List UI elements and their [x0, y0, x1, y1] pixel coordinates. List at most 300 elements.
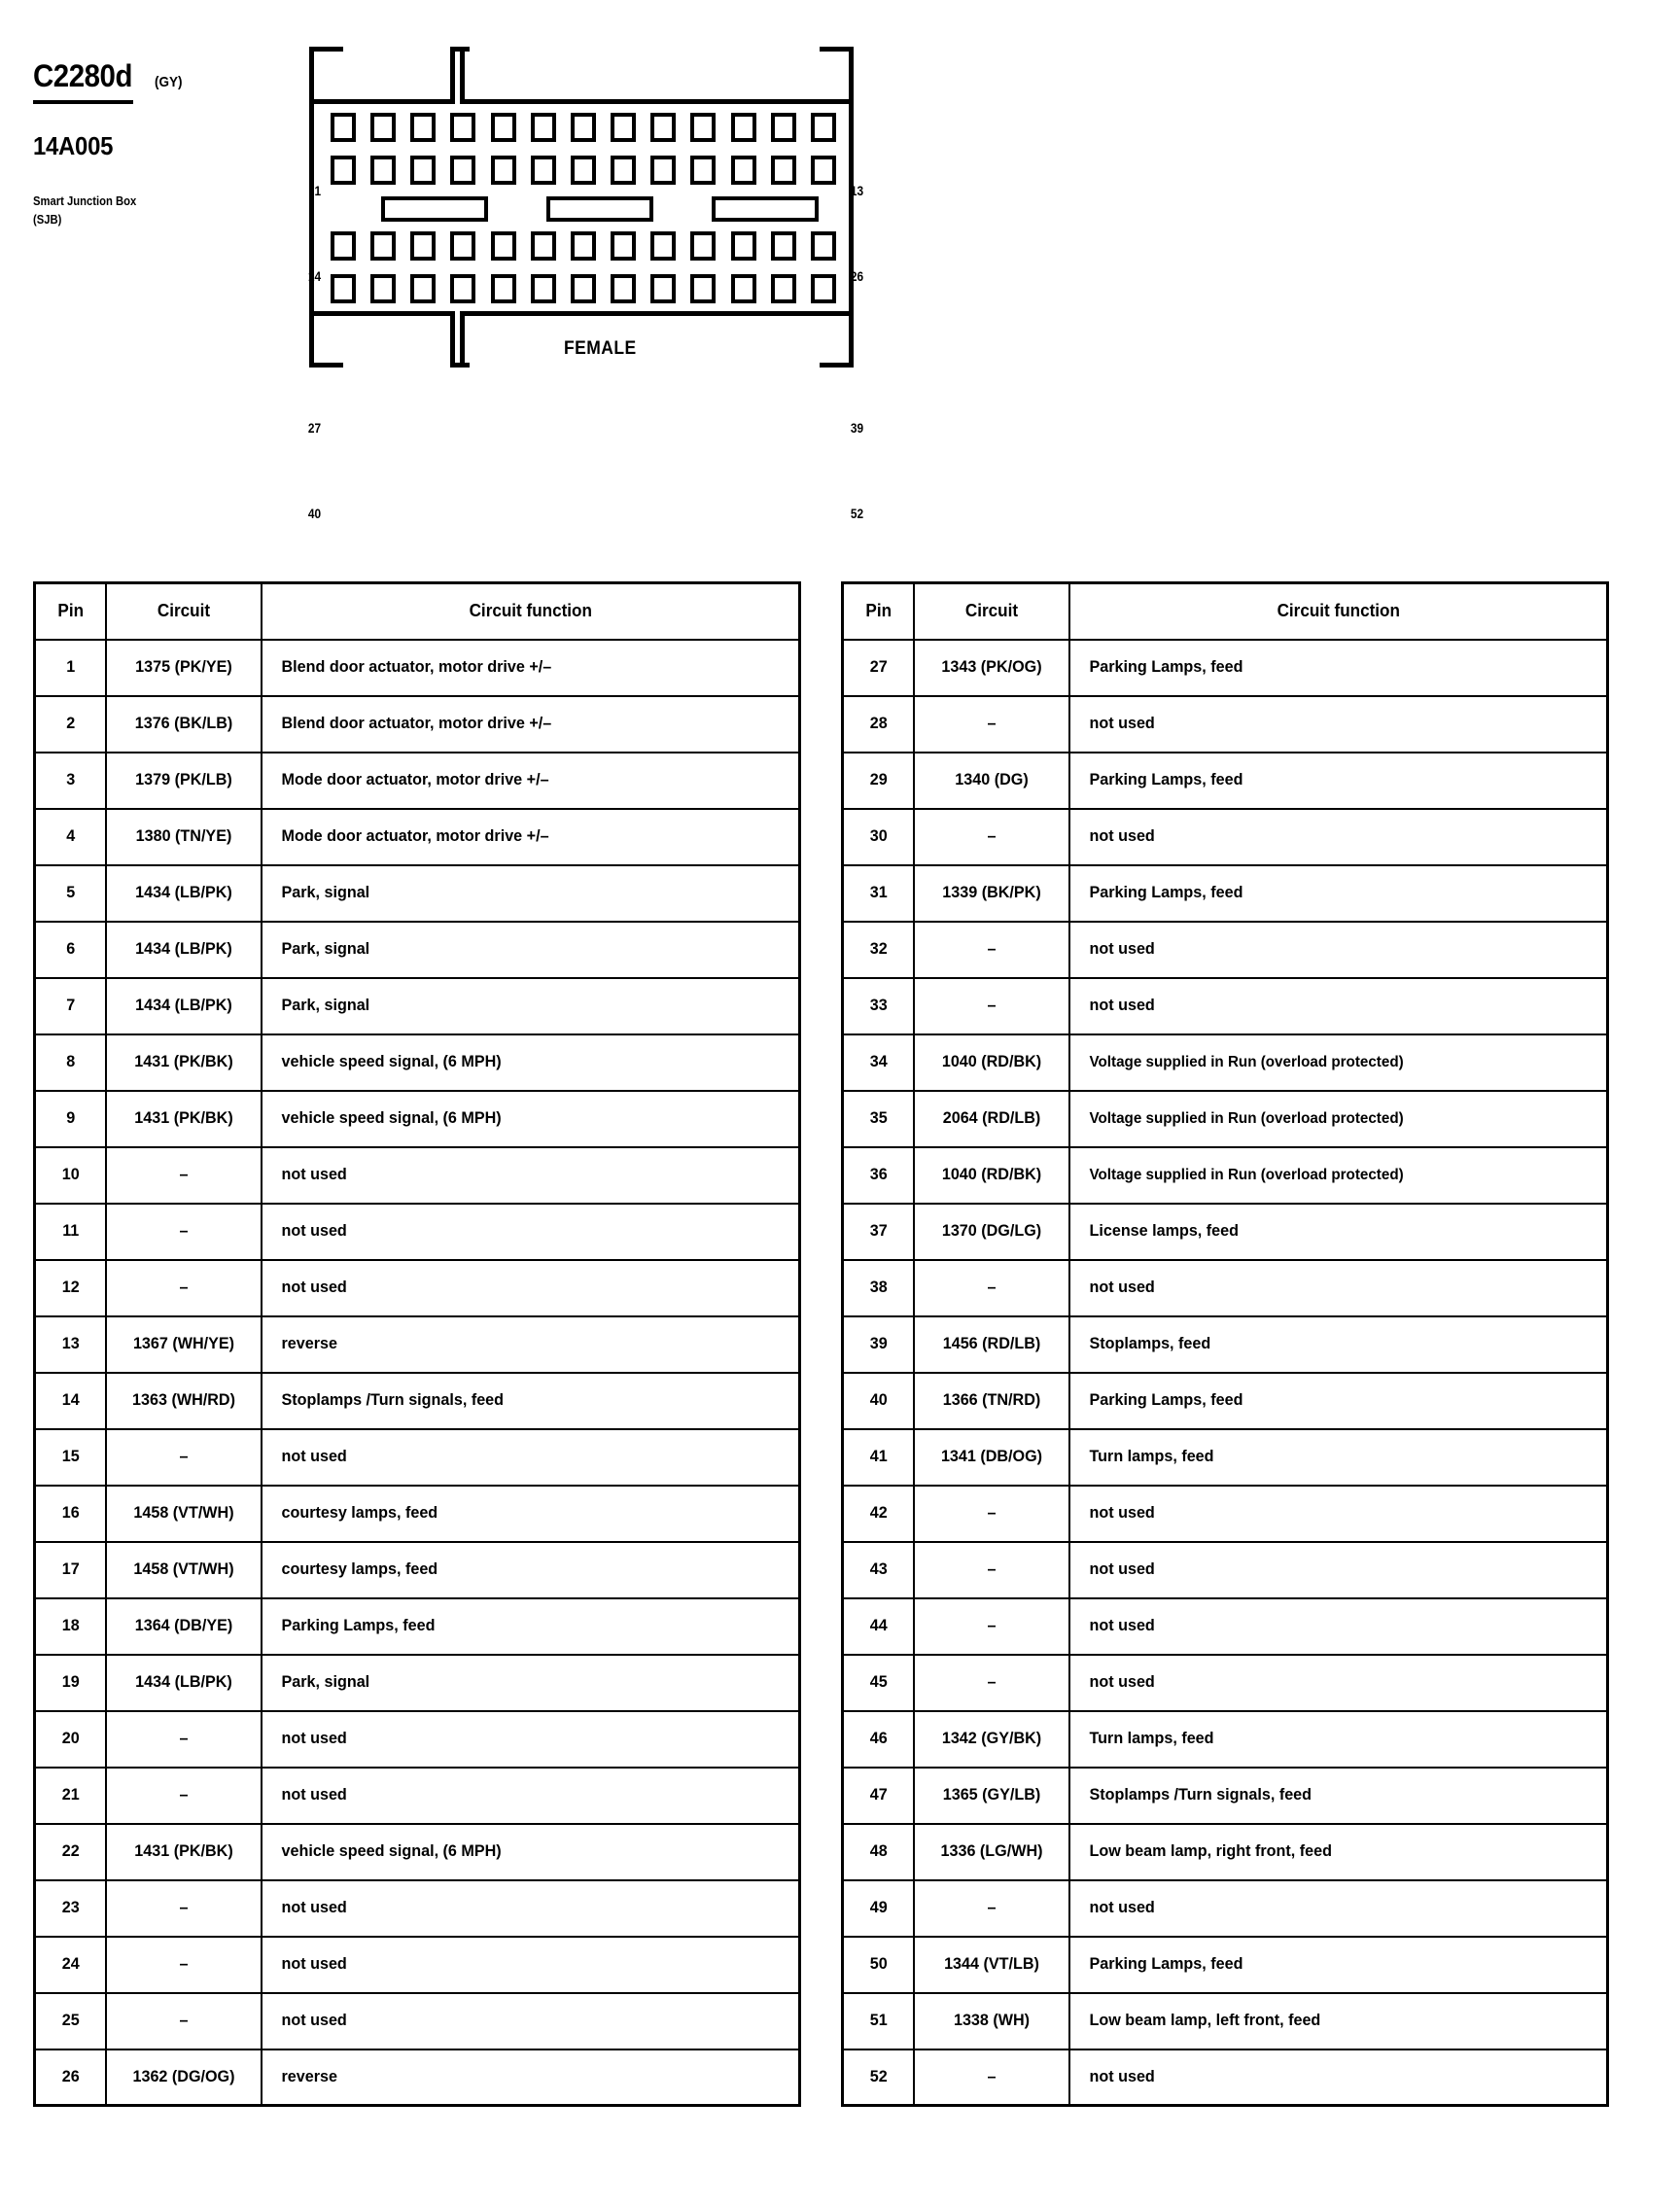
cell-circuit-code: 1363 (WH/RD): [110, 1373, 258, 1429]
connector-identifier-row: [33, 60, 286, 91]
connector-cavity: [410, 274, 436, 303]
cell-circuit-code: –: [110, 1204, 258, 1260]
connector-gender-label: FEMALE: [564, 338, 637, 359]
connector-shell-bottom-ledge-left: [314, 311, 450, 316]
cell-circuit-code: –: [918, 1655, 1066, 1711]
cell-circuit-code: 1458 (VT/WH): [110, 1542, 258, 1598]
table-row: [843, 1768, 1608, 1824]
cell-pin-number: 45: [844, 1655, 911, 1711]
table-row: [35, 1486, 800, 1542]
cell-circuit-code: 1040 (RD/BK): [918, 1147, 1066, 1204]
cell-circuit-function: not used: [1082, 696, 1593, 753]
connector-cavity: [531, 231, 556, 261]
table-row: [35, 1542, 800, 1598]
table-row: [35, 1204, 800, 1260]
cell-circuit-code: 1339 (BK/PK): [918, 865, 1066, 922]
cell-circuit-code: –: [110, 1260, 258, 1316]
connector-pinout-diagram: [307, 47, 864, 521]
cell-pin-number: 23: [36, 1880, 103, 1937]
table-row: [843, 753, 1608, 809]
lock-bar-3: [712, 196, 819, 222]
cell-circuit-function: Park, signal: [274, 922, 786, 978]
cell-circuit-function: Blend door actuator, motor drive +/–: [274, 640, 786, 696]
cell-circuit-function: not used: [1082, 978, 1593, 1034]
table-row: [843, 1655, 1608, 1711]
connector-cavity: [811, 156, 836, 185]
table-row: [35, 865, 800, 922]
cell-circuit-function: Parking Lamps, feed: [1082, 1373, 1593, 1429]
cell-pin-number: 43: [844, 1542, 911, 1598]
pin-table-left-wrapper: [33, 581, 801, 2107]
table-row: [35, 640, 800, 696]
connector-cavity: [771, 113, 796, 142]
connector-shell-top-tab-right: [460, 47, 465, 104]
connector-shell-right-edge: [849, 47, 854, 368]
cell-pin-number: 24: [36, 1937, 103, 1993]
connector-cavity: [370, 231, 396, 261]
cell-circuit-code: –: [918, 922, 1066, 978]
cell-circuit-code: 1431 (PK/BK): [110, 1091, 258, 1147]
cell-circuit-function: Mode door actuator, motor drive +/–: [274, 753, 786, 809]
cell-pin-number: 10: [36, 1147, 103, 1204]
cell-circuit-function: Voltage supplied in Run (overload protected): [1082, 1091, 1593, 1147]
table-row: [35, 753, 800, 809]
lock-bar-2: [546, 196, 653, 222]
cell-pin-number: 21: [36, 1768, 103, 1824]
table-row: [35, 2049, 800, 2106]
connector-cavity: [650, 156, 676, 185]
cell-circuit-code: 1040 (RD/BK): [918, 1034, 1066, 1091]
cell-circuit-function: Turn lamps, feed: [1082, 1711, 1593, 1768]
cell-circuit-code: –: [918, 809, 1066, 865]
cell-circuit-function: Park, signal: [274, 978, 786, 1034]
table-row: [35, 1937, 800, 1993]
connector-cavity: [611, 156, 636, 185]
cell-pin-number: 42: [844, 1486, 911, 1542]
cell-circuit-code: 1434 (LB/PK): [110, 1655, 258, 1711]
pin-label-row3-end: 39: [850, 421, 864, 436]
cell-pin-number: 22: [36, 1824, 103, 1880]
cell-circuit-code: –: [110, 1993, 258, 2049]
pin-table-right-body: [843, 640, 1608, 2106]
cell-circuit-function: not used: [274, 1768, 786, 1824]
pin-label-row2-end: 26: [850, 269, 864, 284]
table-row: [843, 978, 1608, 1034]
cell-circuit-function: not used: [1082, 1880, 1593, 1937]
cell-pin-number: 48: [844, 1824, 911, 1880]
cell-pin-number: 33: [844, 978, 911, 1034]
cell-circuit-code: –: [918, 1260, 1066, 1316]
cell-pin-number: 16: [36, 1486, 103, 1542]
cell-circuit-code: 1431 (PK/BK): [110, 1034, 258, 1091]
cell-pin-number: 30: [844, 809, 911, 865]
cell-pin-number: 7: [36, 978, 103, 1034]
cell-circuit-code: –: [918, 1542, 1066, 1598]
connector-cavity: [731, 231, 756, 261]
table-row: [35, 1880, 800, 1937]
connector-header-block: [33, 60, 286, 230]
table-row: [35, 1768, 800, 1824]
connector-cavity: [531, 156, 556, 185]
connector-cavity: [811, 231, 836, 261]
cell-pin-number: 6: [36, 922, 103, 978]
connector-lock-bar-row: [331, 196, 836, 222]
cell-pin-number: 12: [36, 1260, 103, 1316]
cell-pin-number: 15: [36, 1429, 103, 1486]
connector-cavity: [571, 274, 596, 303]
connector-cavity: [450, 113, 475, 142]
cell-circuit-code: 1338 (WH): [918, 1993, 1066, 2049]
connector-cavity: [611, 113, 636, 142]
table-row: [843, 1260, 1608, 1316]
connector-cavity: [611, 274, 636, 303]
cell-circuit-function: Park, signal: [274, 1655, 786, 1711]
connector-cavity: [410, 113, 436, 142]
connector-shell-top-tab-left: [450, 47, 455, 104]
table-row: [35, 1034, 800, 1091]
cell-circuit-code: 1370 (DG/LG): [918, 1204, 1066, 1260]
cell-circuit-code: –: [918, 1598, 1066, 1655]
cell-circuit-function: not used: [1082, 1655, 1593, 1711]
pin-table-right: [841, 581, 1609, 2107]
cell-circuit-function: reverse: [274, 2049, 786, 2106]
connector-cavity: [650, 274, 676, 303]
cell-circuit-code: 1434 (LB/PK): [110, 978, 258, 1034]
connector-shell-top-ledge-left: [314, 99, 450, 104]
cell-pin-number: 36: [844, 1147, 911, 1204]
table-row: [843, 1034, 1608, 1091]
table-row: [843, 1204, 1608, 1260]
cell-circuit-function: not used: [274, 1711, 786, 1768]
cell-pin-number: 19: [36, 1655, 103, 1711]
cell-circuit-function: not used: [1082, 1486, 1593, 1542]
cell-pin-number: 50: [844, 1937, 911, 1993]
column-header-circuit: Circuit: [110, 583, 258, 640]
connector-cavity: [410, 156, 436, 185]
cell-circuit-code: –: [110, 1429, 258, 1486]
connector-cavity: [331, 113, 356, 142]
table-row: [843, 1147, 1608, 1204]
lock-bar-1: [381, 196, 488, 222]
connector-cavity: [650, 231, 676, 261]
cell-circuit-code: –: [918, 2049, 1066, 2106]
cell-circuit-code: 1431 (PK/BK): [110, 1824, 258, 1880]
connector-shell-top-ledge-right: [465, 99, 849, 104]
cell-circuit-code: 1365 (GY/LB): [918, 1768, 1066, 1824]
cell-circuit-function: not used: [274, 1993, 786, 2049]
connector-cavity: [531, 113, 556, 142]
cell-circuit-code: –: [110, 1768, 258, 1824]
cell-pin-number: 49: [844, 1880, 911, 1937]
cell-pin-number: 27: [844, 640, 911, 696]
cell-pin-number: 9: [36, 1091, 103, 1147]
cell-circuit-code: –: [110, 1711, 258, 1768]
cell-circuit-code: 1458 (VT/WH): [110, 1486, 258, 1542]
connector-cavity: [531, 274, 556, 303]
cell-pin-number: 5: [36, 865, 103, 922]
table-row: [843, 2049, 1608, 2106]
connector-shell-bottom-left-cap: [309, 363, 343, 368]
cell-pin-number: 25: [36, 1993, 103, 2049]
cell-pin-number: 34: [844, 1034, 911, 1091]
cell-circuit-code: –: [918, 696, 1066, 753]
cell-circuit-function: Parking Lamps, feed: [1082, 865, 1593, 922]
cell-circuit-code: 1379 (PK/LB): [110, 753, 258, 809]
cell-circuit-function: Blend door actuator, motor drive +/–: [274, 696, 786, 753]
connector-cavity: [450, 156, 475, 185]
column-header-pin: Pin: [36, 583, 103, 640]
pin-table-right-wrapper: [841, 581, 1609, 2107]
cell-circuit-function: License lamps, feed: [1082, 1204, 1593, 1260]
pin-table-left: [33, 581, 801, 2107]
connector-shell-top-tab-cap: [450, 47, 470, 52]
table-row: [843, 1993, 1608, 2049]
cell-circuit-code: 1375 (PK/YE): [110, 640, 258, 696]
table-row: [843, 1542, 1608, 1598]
table-row: [843, 1091, 1608, 1147]
connector-cavity: [331, 156, 356, 185]
table-row: [843, 1486, 1608, 1542]
cell-circuit-function: Voltage supplied in Run (overload protected): [1082, 1147, 1593, 1204]
cell-pin-number: 8: [36, 1034, 103, 1091]
cell-circuit-function: not used: [274, 1147, 786, 1204]
cell-circuit-function: courtesy lamps, feed: [274, 1486, 786, 1542]
column-header-pin: Pin: [844, 583, 911, 640]
cell-circuit-function: not used: [1082, 1598, 1593, 1655]
cell-pin-number: 39: [844, 1316, 911, 1373]
part-number: 14A005: [33, 131, 114, 160]
cell-pin-number: 41: [844, 1429, 911, 1486]
connector-cavity: [690, 231, 716, 261]
table-row: [35, 1711, 800, 1768]
table-row: [35, 922, 800, 978]
connector-shell-bottom-ledge-right: [465, 311, 849, 316]
cell-circuit-code: 1380 (TN/YE): [110, 809, 258, 865]
cell-circuit-code: –: [918, 1486, 1066, 1542]
table-row: [35, 978, 800, 1034]
pin-tables-container: [33, 581, 1647, 2107]
pin-label-row4-start: 40: [307, 507, 322, 521]
cell-circuit-code: –: [110, 1880, 258, 1937]
component-name: Smart Junction Box: [33, 194, 137, 208]
cell-circuit-function: Park, signal: [274, 865, 786, 922]
cell-circuit-function: vehicle speed signal, (6 MPH): [274, 1091, 786, 1147]
cell-circuit-code: 1456 (RD/LB): [918, 1316, 1066, 1373]
cell-pin-number: 4: [36, 809, 103, 865]
connector-cavity: [331, 231, 356, 261]
cell-circuit-function: Low beam lamp, right front, feed: [1082, 1824, 1593, 1880]
table-row: [35, 1993, 800, 2049]
cell-pin-number: 44: [844, 1598, 911, 1655]
cell-circuit-code: 1376 (BK/LB): [110, 696, 258, 753]
cell-circuit-function: reverse: [274, 1316, 786, 1373]
connector-cavity: [410, 231, 436, 261]
connector-cavity: [771, 231, 796, 261]
table-row: [843, 922, 1608, 978]
connector-shell-left-edge: [309, 47, 314, 368]
table-row: [35, 1316, 800, 1373]
cell-circuit-function: Parking Lamps, feed: [1082, 753, 1593, 809]
cell-circuit-code: 1344 (VT/LB): [918, 1937, 1066, 1993]
cell-pin-number: 17: [36, 1542, 103, 1598]
cell-circuit-code: 1434 (LB/PK): [110, 922, 258, 978]
cell-pin-number: 51: [844, 1993, 911, 2049]
cell-pin-number: 11: [36, 1204, 103, 1260]
connector-cavity: [491, 231, 516, 261]
cell-circuit-function: Mode door actuator, motor drive +/–: [274, 809, 786, 865]
table-row: [843, 865, 1608, 922]
cavity-row-1: [314, 113, 864, 198]
connector-cavity: [611, 231, 636, 261]
cell-circuit-function: Parking Lamps, feed: [1082, 1937, 1593, 1993]
cell-circuit-code: 1362 (DG/OG): [110, 2049, 258, 2106]
cell-circuit-code: 1336 (LG/WH): [918, 1824, 1066, 1880]
connector-cavity: [370, 274, 396, 303]
cell-circuit-function: not used: [1082, 1260, 1593, 1316]
table-row: [843, 1937, 1608, 1993]
connector-cavity: [331, 274, 356, 303]
cell-circuit-code: –: [918, 978, 1066, 1034]
table-header-row: [843, 583, 1608, 640]
connector-shell-bottom-tab-left: [450, 311, 455, 368]
connector-cavity: [450, 274, 475, 303]
cell-circuit-function: not used: [1082, 1542, 1593, 1598]
cell-circuit-function: Parking Lamps, feed: [274, 1598, 786, 1655]
table-row: [35, 1147, 800, 1204]
cell-circuit-function: Parking Lamps, feed: [1082, 640, 1593, 696]
column-header-function: Circuit function: [274, 583, 786, 640]
cell-circuit-code: 1341 (DB/OG): [918, 1429, 1066, 1486]
table-row: [35, 1373, 800, 1429]
connector-cavity: [731, 113, 756, 142]
cell-circuit-code: 1367 (WH/YE): [110, 1316, 258, 1373]
connector-cavity: [571, 156, 596, 185]
table-row: [843, 809, 1608, 865]
connector-cavity: [450, 231, 475, 261]
table-row: [843, 1880, 1608, 1937]
cell-circuit-function: courtesy lamps, feed: [274, 1542, 786, 1598]
cell-pin-number: 29: [844, 753, 911, 809]
pin-label-row2-start: 14: [307, 269, 322, 284]
cell-pin-number: 13: [36, 1316, 103, 1373]
pin-label-row1-start: 1: [314, 184, 322, 198]
connector-cavity: [731, 156, 756, 185]
cell-pin-number: 18: [36, 1598, 103, 1655]
cell-circuit-function: not used: [274, 1429, 786, 1486]
connector-cavity: [491, 156, 516, 185]
pin-label-row1-end: 13: [850, 184, 864, 198]
pin-label-row4-end: 52: [850, 507, 864, 521]
connector-cavity: [650, 113, 676, 142]
cell-circuit-function: vehicle speed signal, (6 MPH): [274, 1034, 786, 1091]
cell-circuit-function: not used: [274, 1880, 786, 1937]
pin-table-left-body: [35, 640, 800, 2106]
cell-circuit-function: not used: [1082, 922, 1593, 978]
cell-pin-number: 3: [36, 753, 103, 809]
connector-cavity: [690, 156, 716, 185]
cell-circuit-function: Stoplamps /Turn signals, feed: [274, 1373, 786, 1429]
cell-circuit-function: Turn lamps, feed: [1082, 1429, 1593, 1486]
table-row: [843, 1824, 1608, 1880]
table-row: [35, 1260, 800, 1316]
table-row: [35, 809, 800, 865]
cell-pin-number: 52: [844, 2049, 911, 2106]
cell-pin-number: 1: [36, 640, 103, 696]
cell-pin-number: 38: [844, 1260, 911, 1316]
table-row: [35, 696, 800, 753]
cell-pin-number: 32: [844, 922, 911, 978]
connector-cavity: [811, 113, 836, 142]
table-row: [35, 1429, 800, 1486]
table-row: [35, 1655, 800, 1711]
cell-pin-number: 37: [844, 1204, 911, 1260]
connector-cavity: [731, 274, 756, 303]
cell-circuit-function: not used: [1082, 2049, 1593, 2106]
table-row: [843, 696, 1608, 753]
connector-shell-bottom-right-cap: [820, 363, 854, 368]
cell-circuit-function: Low beam lamp, left front, feed: [1082, 1993, 1593, 2049]
table-row: [35, 1091, 800, 1147]
cell-circuit-code: –: [918, 1880, 1066, 1937]
cell-circuit-code: 1434 (LB/PK): [110, 865, 258, 922]
cell-circuit-code: –: [110, 1147, 258, 1204]
connector-shell-bottom-tab-cap: [450, 363, 470, 368]
cell-circuit-function: Stoplamps /Turn signals, feed: [1082, 1768, 1593, 1824]
cell-pin-number: 26: [36, 2049, 103, 2106]
connector-cavity: [690, 274, 716, 303]
cell-pin-number: 2: [36, 696, 103, 753]
cell-pin-number: 40: [844, 1373, 911, 1429]
table-row: [843, 640, 1608, 696]
cell-circuit-code: 2064 (RD/LB): [918, 1091, 1066, 1147]
cell-circuit-function: not used: [1082, 809, 1593, 865]
cell-circuit-code: 1343 (PK/OG): [918, 640, 1066, 696]
connector-cavity: [811, 274, 836, 303]
cell-circuit-code: 1364 (DB/YE): [110, 1598, 258, 1655]
cell-pin-number: 47: [844, 1768, 911, 1824]
connector-cavity: [370, 156, 396, 185]
connector-cavity: [771, 156, 796, 185]
cell-circuit-code: 1366 (TN/RD): [918, 1373, 1066, 1429]
table-row: [843, 1711, 1608, 1768]
pin-label-row3-start: 27: [307, 421, 322, 436]
connector-cavity: [491, 274, 516, 303]
connector-cavity: [571, 113, 596, 142]
cell-pin-number: 35: [844, 1091, 911, 1147]
connector-cavity: [771, 274, 796, 303]
cell-pin-number: 46: [844, 1711, 911, 1768]
cell-circuit-function: not used: [274, 1937, 786, 1993]
cell-pin-number: 28: [844, 696, 911, 753]
cell-circuit-function: Voltage supplied in Run (overload protected): [1082, 1034, 1593, 1091]
cell-pin-number: 14: [36, 1373, 103, 1429]
header-underline-divider: [33, 100, 133, 104]
cell-circuit-function: not used: [274, 1260, 786, 1316]
cell-circuit-code: 1342 (GY/BK): [918, 1711, 1066, 1768]
table-row: [843, 1373, 1608, 1429]
column-header-function: Circuit function: [1082, 583, 1593, 640]
connector-cavity: [571, 231, 596, 261]
table-header-row: [35, 583, 800, 640]
table-row: [843, 1429, 1608, 1486]
cell-circuit-function: vehicle speed signal, (6 MPH): [274, 1824, 786, 1880]
cell-circuit-function: not used: [274, 1204, 786, 1260]
connector-id: C2280d: [33, 58, 132, 93]
component-abbreviation: (SJB): [33, 213, 62, 228]
connector-cavity: [690, 113, 716, 142]
column-header-circuit: Circuit: [918, 583, 1066, 640]
table-row: [35, 1598, 800, 1655]
